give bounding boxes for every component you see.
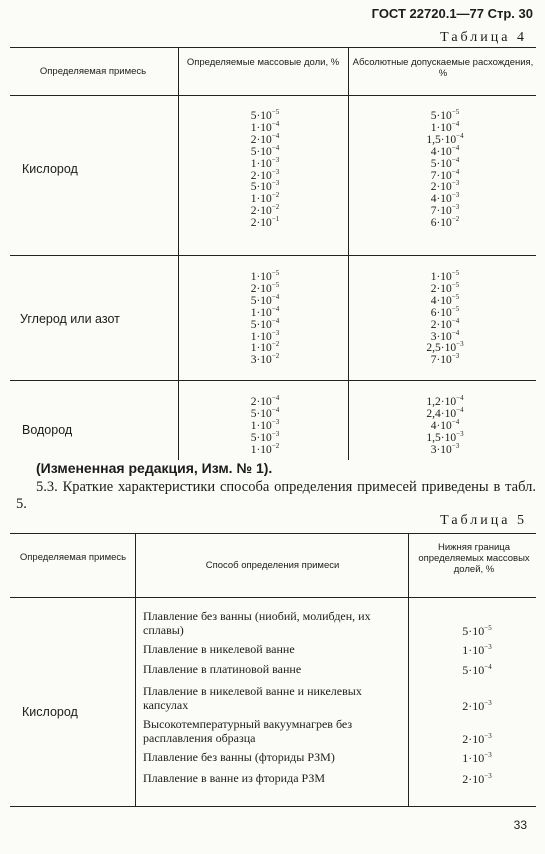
fraction-value: $1\cdot 10^{-3}$ — [250, 328, 280, 343]
table4-header-impurity: Определяемая примесь — [39, 66, 147, 77]
table5-limit-2: $1\cdot 10^{-3}$ — [462, 643, 492, 657]
tolerance-value: $1,2\cdot 10^{-4}$ — [426, 394, 464, 408]
tolerance-value: $7\cdot 10^{-3}$ — [430, 352, 460, 367]
table5-method-1: Плавление без ванны (ниобий, молибден, их сплавы) — [143, 609, 371, 637]
fraction-value: $2\cdot 10^{-4}$ — [250, 131, 280, 146]
table5-method-6: Плавление без ванны (фториды РЗМ) — [143, 750, 335, 764]
fraction-value: $5\cdot 10^{-4}$ — [250, 406, 280, 420]
table5-caption: Таблица 5 — [440, 513, 527, 528]
table5-limit-5: $2\cdot 10^{-3}$ — [462, 732, 492, 746]
table5-method-2: Плавление в никелевой ванне — [143, 642, 295, 656]
table5-limit-1: $5\cdot 10^{-5}$ — [462, 624, 492, 638]
table4-hydrogen-tolerances — [356, 394, 534, 457]
tolerance-value: $1,5\cdot 10^{-4}$ — [426, 131, 464, 146]
fraction-value: $1\cdot 10^{-2}$ — [250, 441, 280, 456]
fraction-value: $2\cdot 10^{-3}$ — [250, 167, 280, 182]
table4-caption: Таблица 4 — [440, 30, 527, 45]
page-header: ГОСТ 22720.1—77 Стр. 30 — [371, 6, 533, 21]
tolerance-value: $7\cdot 10^{-3}$ — [430, 203, 460, 218]
table4-oxygen-fractions — [182, 108, 348, 230]
fraction-value: $3\cdot 10^{-2}$ — [250, 352, 280, 367]
tolerance-value: $3\cdot 10^{-3}$ — [430, 441, 460, 456]
table5-limit-3: $5\cdot 10^{-4}$ — [462, 663, 492, 677]
table5-method-5: Высокотемпературный вакуумнагрев без расплавления образца — [143, 717, 353, 745]
fraction-value: $5\cdot 10^{-3}$ — [250, 429, 280, 444]
tolerance-value: $6\cdot 10^{-2}$ — [430, 215, 460, 230]
table5-header-limit: Нижняя граница определяемых массовых долей, % — [418, 542, 530, 575]
table4-hydrogen-fractions — [182, 394, 348, 457]
tolerance-value: $4\cdot 10^{-4}$ — [430, 143, 460, 158]
section-5-3-text: 5.3. Краткие характеристики способа определения примесей приведены в табл. 5. — [16, 479, 536, 512]
tolerance-value: $1\cdot 10^{-4}$ — [430, 120, 460, 134]
table5-method-3: Плавление в платиновой ванне — [143, 662, 302, 676]
table4-group-carbon-nitrogen: Углерод или азот — [20, 312, 120, 326]
tolerance-value: $5\cdot 10^{-4}$ — [430, 155, 460, 170]
table4-oxygen-tolerances — [356, 108, 534, 230]
table4-group-oxygen: Кислород — [22, 162, 78, 176]
tolerance-value: $2,5\cdot 10^{-3}$ — [426, 340, 464, 355]
fraction-value: $1\cdot 10^{-3}$ — [250, 417, 280, 432]
fraction-value: $2\cdot 10^{-4}$ — [250, 394, 280, 408]
fraction-value: $5\cdot 10^{-4}$ — [250, 316, 280, 331]
table5-limit-6: $1\cdot 10^{-3}$ — [462, 751, 492, 765]
tolerance-value: $4\cdot 10^{-4}$ — [430, 417, 460, 432]
table5-limit-7: $2\cdot 10^{-3}$ — [462, 772, 492, 786]
fraction-value: $2\cdot 10^{-5}$ — [250, 281, 280, 295]
fraction-value: $1\cdot 10^{-3}$ — [250, 155, 280, 170]
tolerance-value: $2,4\cdot 10^{-4}$ — [426, 406, 464, 420]
tolerance-value: $2\cdot 10^{-5}$ — [430, 281, 460, 295]
table4-header-fraction: Определяемые массовые доли, % — [186, 57, 340, 68]
tolerance-value: $4\cdot 10^{-3}$ — [430, 191, 460, 206]
table5-method-4: Плавление в никелевой ванне и никелевых капсулах — [143, 684, 362, 712]
fraction-value: $5\cdot 10^{-4}$ — [250, 292, 280, 307]
tolerance-value: $2\cdot 10^{-4}$ — [430, 316, 460, 331]
page-number: 33 — [513, 818, 527, 832]
tolerance-value: $4\cdot 10^{-5}$ — [430, 292, 460, 307]
table4-group-hydrogen: Водород — [22, 423, 73, 437]
tolerance-value: $5\cdot 10^{-5}$ — [430, 108, 460, 122]
table5-limit-4: $2\cdot 10^{-3}$ — [462, 699, 492, 713]
fraction-value: $5\cdot 10^{-3}$ — [250, 179, 280, 194]
fraction-value: $1\cdot 10^{-4}$ — [250, 304, 280, 319]
fraction-value: $1\cdot 10^{-2}$ — [250, 191, 280, 206]
tolerance-value: $1,5\cdot 10^{-3}$ — [426, 429, 464, 444]
tolerance-value: $3\cdot 10^{-4}$ — [430, 328, 460, 343]
table5-header-method: Способ определения примеси — [205, 560, 340, 571]
fraction-value: $2\cdot 10^{-1}$ — [250, 215, 280, 230]
table5-impurity-oxygen: Кислород — [22, 705, 78, 719]
table5-method-7: Плавление в ванне из фторида РЗМ — [143, 771, 326, 785]
fraction-value: $5\cdot 10^{-5}$ — [250, 108, 280, 122]
tolerance-value: $2\cdot 10^{-3}$ — [430, 179, 460, 194]
tolerance-value: $7\cdot 10^{-4}$ — [430, 167, 460, 182]
fraction-value: $1\cdot 10^{-2}$ — [250, 340, 280, 355]
fraction-value: $2\cdot 10^{-2}$ — [250, 203, 280, 218]
table5-header-impurity: Определяемая примесь — [19, 552, 127, 563]
fraction-value: $1\cdot 10^{-4}$ — [250, 120, 280, 134]
amendment-note: (Измененная редакция, Изм. № 1). — [36, 460, 273, 476]
fraction-value: $1\cdot 10^{-5}$ — [250, 269, 280, 283]
fraction-value: $5\cdot 10^{-4}$ — [250, 143, 280, 158]
table4-carbon-tolerances — [356, 269, 534, 367]
table4-carbon-fractions — [182, 269, 348, 367]
table4-header-tolerance: Абсолютные допускаемые расхождения, % — [352, 57, 534, 79]
tolerance-value: $6\cdot 10^{-5}$ — [430, 304, 460, 319]
tolerance-value: $1\cdot 10^{-5}$ — [430, 269, 460, 283]
